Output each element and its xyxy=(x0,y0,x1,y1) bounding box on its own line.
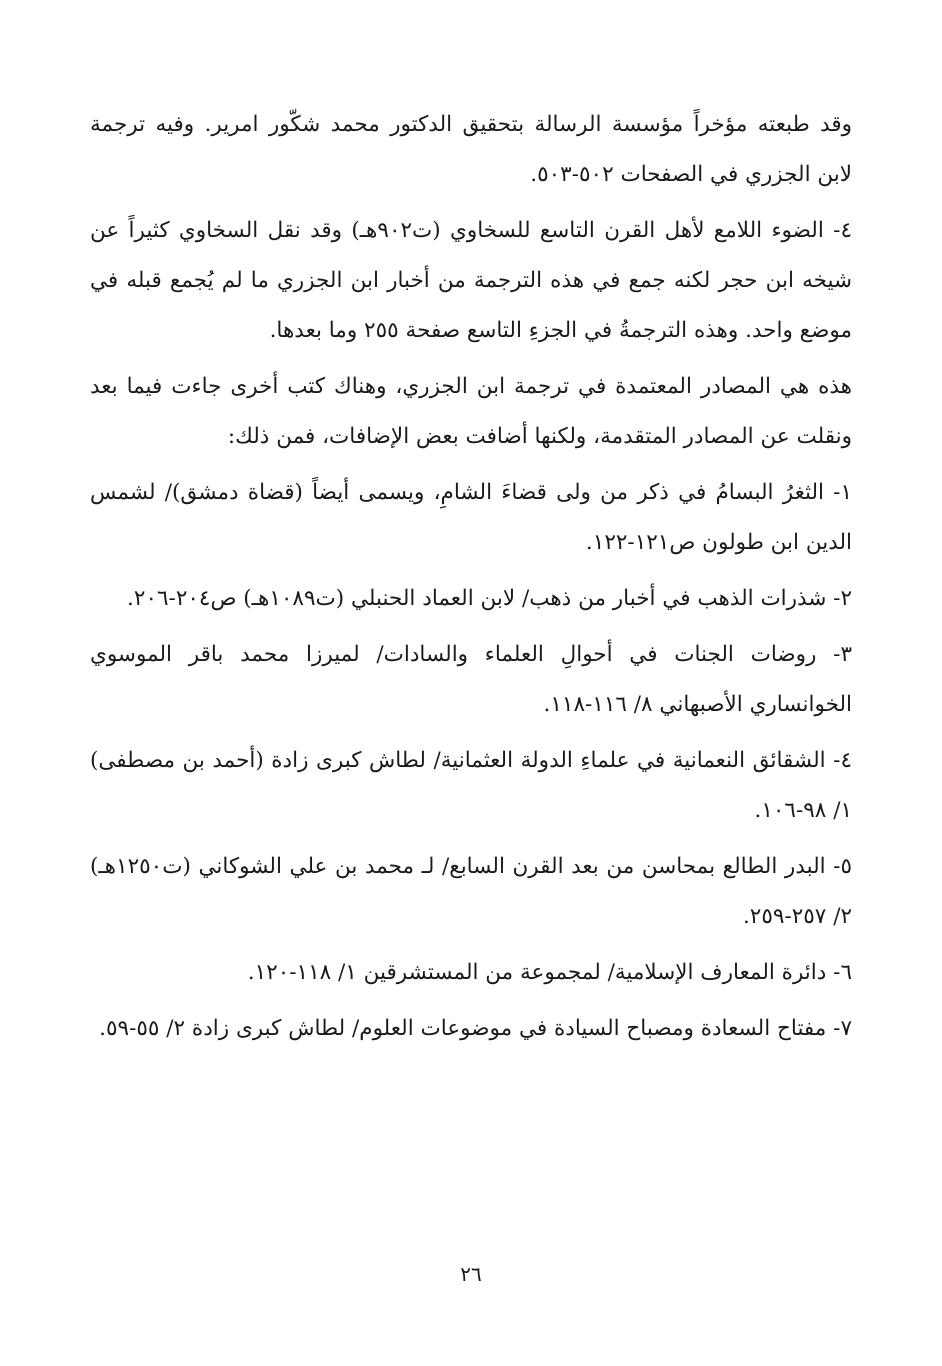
paragraph-summary: هذه هي المصادر المعتمدة في ترجمة ابن الجزري، وهناك كتب أخرى جاءت فيما بعد ونقلت عن المصادر المتقدمة، ولكنها أضافت بعض الإضافات، فمن ذلك: xyxy=(90,374,852,449)
list-item-2: ٢- شذرات الذهب في أخبار من ذهب/ لابن العماد الحنبلي (ت١٠٨٩هـ) ص٢٠٤-٢٠٦. xyxy=(127,586,852,611)
list-item-4: ٤- الشقائق النعمانية في علماءِ الدولة العثمانية/ لطاش كبرى زادة (أحمد بن مصطفى) ١/ ٩٨-١٠٦. xyxy=(90,748,852,823)
list-item-7: ٧- مفتاح السعادة ومصباح السيادة في موضوعات العلوم/ لطاش كبرى زادة ٢/ ٥٥-٥٩. xyxy=(99,1016,852,1041)
list-item-5: ٥- البدر الطالع بمحاسن من بعد القرن السابع/ لـ محمد بن علي الشوكاني (ت١٢٥٠هـ) ٢/ ٢٥٧-٢٥٩. xyxy=(90,854,852,929)
list-item-3: ٣- روضات الجنات في أحوالِ العلماء والسادات/ لميرزا محمد باقر الموسوي الخوانساري الأصبهاني ٨/ ١١٦-١١٨. xyxy=(90,642,852,717)
list-item-6: ٦- دائرة المعارف الإسلامية/ لمجموعة من المستشرقين ١/ ١١٨-١٢٠. xyxy=(247,960,852,985)
page-number: ٢٦ xyxy=(460,1262,482,1286)
paragraph-source-4-sakhawi: ٤- الضوء اللامع لأهل القرن التاسع للسخاوي (ت٩٠٢هـ) وقد نقل السخاوي كثيراً عن شيخه ابن حجر لكنه جمع في هذه الترجمة من أخبار ابن الجزري ما لم يُجمع قبله في موضع واحد. وهذه الترجمةُ في الجزءِ التاسع صفحة ٢٥٥ وما بعدها. xyxy=(90,218,853,343)
list-item-1: ١- الثغرُ البسامُ في ذكر من ولى قضاءَ الشامِ، ويسمى أيضاً (قضاة دمشق)/ لشمس الدين ابن طولون ص١٢١-١٢٢. xyxy=(90,480,852,555)
paragraph-intro-continuation: وقد طبعته مؤخراً مؤسسة الرسالة بتحقيق الدكتور محمد شكّور امرير. وفيه ترجمة لابن الجزري في الصفحات ٥٠٢-٥٠٣. xyxy=(90,112,852,187)
body-text xyxy=(90,100,852,1060)
